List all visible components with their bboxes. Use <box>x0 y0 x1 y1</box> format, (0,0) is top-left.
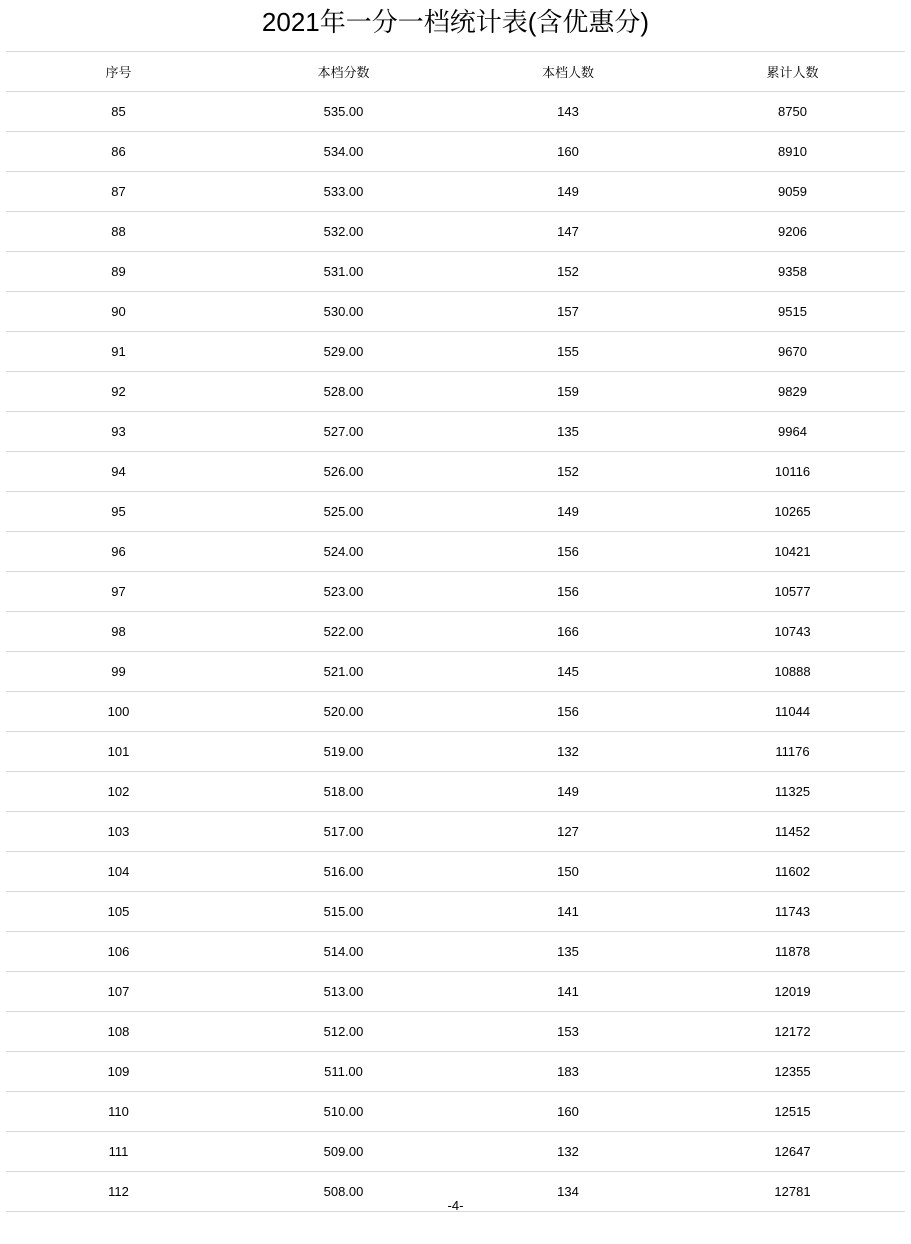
cell-cumulative: 9670 <box>680 332 905 372</box>
cell-seq: 95 <box>6 492 231 532</box>
cell-cumulative: 11176 <box>680 732 905 772</box>
cell-count: 155 <box>456 332 680 372</box>
cell-seq: 109 <box>6 1052 231 1092</box>
cell-seq: 110 <box>6 1092 231 1132</box>
table-row <box>6 892 905 932</box>
cell-seq: 86 <box>6 132 231 172</box>
table-row <box>6 172 905 212</box>
cell-cumulative: 12172 <box>680 1012 905 1052</box>
cell-cumulative: 10265 <box>680 492 905 532</box>
cell-cumulative: 8910 <box>680 132 905 172</box>
table-row <box>6 572 905 612</box>
cell-seq: 93 <box>6 412 231 452</box>
table-row <box>6 132 905 172</box>
page-title: 2021年一分一档统计表(含优惠分) <box>261 7 650 37</box>
cell-count: 156 <box>456 572 680 612</box>
cell-cumulative: 12647 <box>680 1132 905 1172</box>
cell-cumulative: 11325 <box>680 772 905 812</box>
cell-cumulative: 10577 <box>680 572 905 612</box>
cell-score: 526.00 <box>231 452 456 492</box>
cell-cumulative: 9059 <box>680 172 905 212</box>
cell-cumulative: 9358 <box>680 252 905 292</box>
cell-score: 532.00 <box>231 212 456 252</box>
cell-seq: 111 <box>6 1132 231 1172</box>
cell-score: 518.00 <box>231 772 456 812</box>
cell-count: 143 <box>456 92 680 132</box>
cell-seq: 89 <box>6 252 231 292</box>
cell-count: 153 <box>456 1012 680 1052</box>
table-row <box>6 492 905 532</box>
cell-seq: 103 <box>6 812 231 852</box>
cell-count: 135 <box>456 932 680 972</box>
cell-cumulative: 10743 <box>680 612 905 652</box>
score-table <box>6 51 905 1212</box>
cell-count: 159 <box>456 372 680 412</box>
cell-cumulative: 9515 <box>680 292 905 332</box>
cell-cumulative: 9829 <box>680 372 905 412</box>
cell-cumulative: 12355 <box>680 1052 905 1092</box>
table-row <box>6 372 905 412</box>
cell-score: 531.00 <box>231 252 456 292</box>
cell-seq: 106 <box>6 932 231 972</box>
cell-score: 517.00 <box>231 812 456 852</box>
cell-cumulative: 11602 <box>680 852 905 892</box>
cell-count: 149 <box>456 492 680 532</box>
header-count: 本档人数 <box>456 52 680 92</box>
header-seq: 序号 <box>6 52 231 92</box>
header-score: 本档分数 <box>231 52 456 92</box>
table-row <box>6 212 905 252</box>
table-row <box>6 332 905 372</box>
cell-seq: 92 <box>6 372 231 412</box>
table-body <box>6 92 905 1212</box>
table-row <box>6 732 905 772</box>
cell-cumulative: 11743 <box>680 892 905 932</box>
cell-count: 166 <box>456 612 680 652</box>
cell-cumulative: 11878 <box>680 932 905 972</box>
cell-cumulative: 12515 <box>680 1092 905 1132</box>
cell-count: 147 <box>456 212 680 252</box>
cell-score: 524.00 <box>231 532 456 572</box>
cell-score: 535.00 <box>231 92 456 132</box>
cell-score: 508.00 <box>231 1172 456 1212</box>
table-row <box>6 532 905 572</box>
table-row <box>6 1132 905 1172</box>
cell-cumulative: 10421 <box>680 532 905 572</box>
table-row <box>6 1012 905 1052</box>
header-row <box>6 52 905 92</box>
cell-count: 156 <box>456 692 680 732</box>
table-row <box>6 292 905 332</box>
table-row <box>6 812 905 852</box>
cell-seq: 87 <box>6 172 231 212</box>
cell-count: 183 <box>456 1052 680 1092</box>
cell-count: 145 <box>456 652 680 692</box>
cell-count: 141 <box>456 892 680 932</box>
table-header <box>6 52 905 92</box>
cell-score: 519.00 <box>231 732 456 772</box>
cell-score: 511.00 <box>231 1052 456 1092</box>
table-row <box>6 972 905 1012</box>
header-cumulative: 累计人数 <box>680 52 905 92</box>
cell-count: 132 <box>456 732 680 772</box>
cell-count: 160 <box>456 1092 680 1132</box>
cell-cumulative: 9964 <box>680 412 905 452</box>
cell-seq: 96 <box>6 532 231 572</box>
cell-score: 530.00 <box>231 292 456 332</box>
cell-seq: 101 <box>6 732 231 772</box>
cell-cumulative: 9206 <box>680 212 905 252</box>
cell-seq: 97 <box>6 572 231 612</box>
cell-cumulative: 11452 <box>680 812 905 852</box>
table-row <box>6 652 905 692</box>
cell-count: 157 <box>456 292 680 332</box>
cell-count: 141 <box>456 972 680 1012</box>
cell-seq: 88 <box>6 212 231 252</box>
table-row <box>6 772 905 812</box>
cell-cumulative: 10888 <box>680 652 905 692</box>
cell-count: 150 <box>456 852 680 892</box>
cell-score: 529.00 <box>231 332 456 372</box>
cell-seq: 107 <box>6 972 231 1012</box>
table-row <box>6 852 905 892</box>
cell-score: 513.00 <box>231 972 456 1012</box>
cell-cumulative: 12781 <box>680 1172 905 1212</box>
table-row <box>6 252 905 292</box>
table-row <box>6 92 905 132</box>
cell-score: 520.00 <box>231 692 456 732</box>
cell-count: 160 <box>456 132 680 172</box>
cell-seq: 102 <box>6 772 231 812</box>
cell-count: 149 <box>456 172 680 212</box>
table-row <box>6 1092 905 1132</box>
cell-score: 522.00 <box>231 612 456 652</box>
cell-score: 534.00 <box>231 132 456 172</box>
table-row <box>6 412 905 452</box>
cell-cumulative: 10116 <box>680 452 905 492</box>
table-row <box>6 1052 905 1092</box>
cell-seq: 104 <box>6 852 231 892</box>
page-number: -4- <box>447 1198 464 1213</box>
cell-score: 514.00 <box>231 932 456 972</box>
cell-cumulative: 12019 <box>680 972 905 1012</box>
cell-score: 509.00 <box>231 1132 456 1172</box>
cell-count: 132 <box>456 1132 680 1172</box>
cell-count: 135 <box>456 412 680 452</box>
cell-score: 528.00 <box>231 372 456 412</box>
cell-count: 149 <box>456 772 680 812</box>
cell-score: 523.00 <box>231 572 456 612</box>
cell-seq: 100 <box>6 692 231 732</box>
cell-seq: 112 <box>6 1172 231 1212</box>
cell-count: 152 <box>456 252 680 292</box>
table-row <box>6 612 905 652</box>
cell-seq: 91 <box>6 332 231 372</box>
cell-score: 533.00 <box>231 172 456 212</box>
cell-seq: 108 <box>6 1012 231 1052</box>
cell-seq: 94 <box>6 452 231 492</box>
table-row <box>6 932 905 972</box>
cell-score: 515.00 <box>231 892 456 932</box>
table-row <box>6 692 905 732</box>
cell-score: 516.00 <box>231 852 456 892</box>
cell-count: 156 <box>456 532 680 572</box>
score-table-container <box>6 51 905 1212</box>
cell-cumulative: 11044 <box>680 692 905 732</box>
cell-score: 521.00 <box>231 652 456 692</box>
cell-score: 510.00 <box>231 1092 456 1132</box>
cell-seq: 99 <box>6 652 231 692</box>
cell-count: 127 <box>456 812 680 852</box>
cell-cumulative: 8750 <box>680 92 905 132</box>
table-row <box>6 452 905 492</box>
cell-seq: 85 <box>6 92 231 132</box>
cell-seq: 98 <box>6 612 231 652</box>
cell-score: 512.00 <box>231 1012 456 1052</box>
cell-seq: 90 <box>6 292 231 332</box>
cell-score: 527.00 <box>231 412 456 452</box>
cell-score: 525.00 <box>231 492 456 532</box>
cell-seq: 105 <box>6 892 231 932</box>
cell-count: 134 <box>456 1172 680 1212</box>
cell-count: 152 <box>456 452 680 492</box>
